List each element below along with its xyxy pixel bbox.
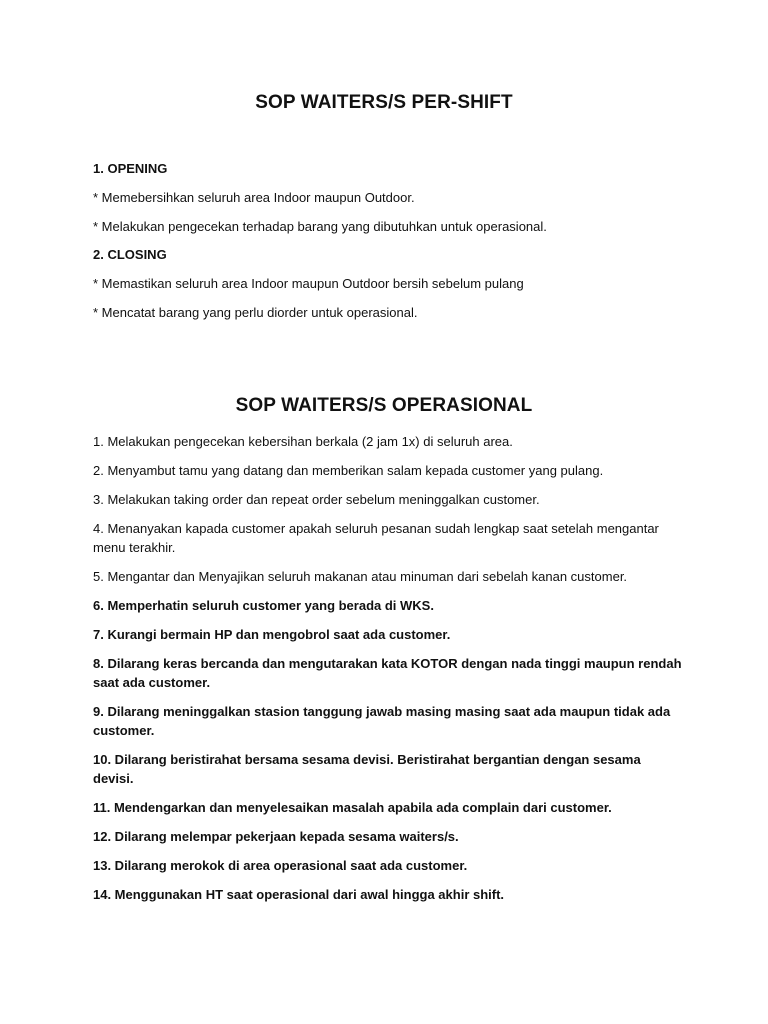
operasional-item: 9. Dilarang meninggalkan stasion tanggung jawab masing masing saat ada maupun tidak ada customer. xyxy=(93,704,671,738)
closing-item: * Memastikan seluruh area Indoor maupun Outdoor bersih sebelum pulang xyxy=(93,276,524,292)
operasional-item: 14. Menggunakan HT saat operasional dari awal hingga akhir shift. xyxy=(93,887,505,902)
operasional-item: 11. Mendengarkan dan menyelesaikan masalah apabila ada complain dari customer. xyxy=(93,800,612,815)
operasional-item: 7. Kurangi bermain HP dan mengobrol saat ada customer. xyxy=(93,627,451,642)
operasional-item: 5. Mengantar dan Menyajikan seluruh makanan atau minuman dari sebelah kanan customer. xyxy=(93,569,628,584)
per-shift-section xyxy=(93,159,683,332)
operasional-item: 6. Memperhatin seluruh customer yang berada di WKS. xyxy=(93,598,434,613)
closing-item: * Mencatat barang yang perlu diorder untuk operasional. xyxy=(93,304,418,320)
operasional-item: 2. Menyambut tamu yang datang dan memberikan salam kepada customer yang pulang. xyxy=(93,463,604,478)
operasional-item: 4. Menanyakan kapada customer apakah seluruh pesanan sudah lengkap saat setelah mengantar menu terakhir. xyxy=(93,521,659,555)
opening-item: * Melakukan pengecekan terhadap barang yang dibutuhkan untuk operasional. xyxy=(93,218,547,234)
title-per-shift: SOP WAITERS/S PER-SHIFT xyxy=(255,92,513,113)
closing-heading: 2. CLOSING xyxy=(93,247,167,263)
operasional-item: 10. Dilarang beristirahat bersama sesama devisi. Beristirahat bergantian dengan sesama devisi. xyxy=(93,752,641,786)
operasional-item: 13. Dilarang merokok di area operasional saat ada customer. xyxy=(93,858,468,873)
operasional-item: 1. Melakukan pengecekan kebersihan berkala (2 jam 1x) di seluruh area. xyxy=(93,434,513,449)
operasional-item: 3. Melakukan taking order dan repeat order sebelum meninggalkan customer. xyxy=(93,492,540,507)
opening-heading: 1. OPENING xyxy=(93,161,168,176)
opening-item: * Memebersihkan seluruh area Indoor maupun Outdoor. xyxy=(93,189,415,205)
operasional-item: 8. Dilarang keras bercanda dan mengutarakan kata KOTOR dengan nada tinggi maupun rendah saat ada customer. xyxy=(93,656,682,690)
title-operasional: SOP WAITERS/S OPERASIONAL xyxy=(235,395,533,416)
operasional-section xyxy=(93,432,683,914)
operasional-item: 12. Dilarang melempar pekerjaan kepada sesama waiters/s. xyxy=(93,829,459,844)
